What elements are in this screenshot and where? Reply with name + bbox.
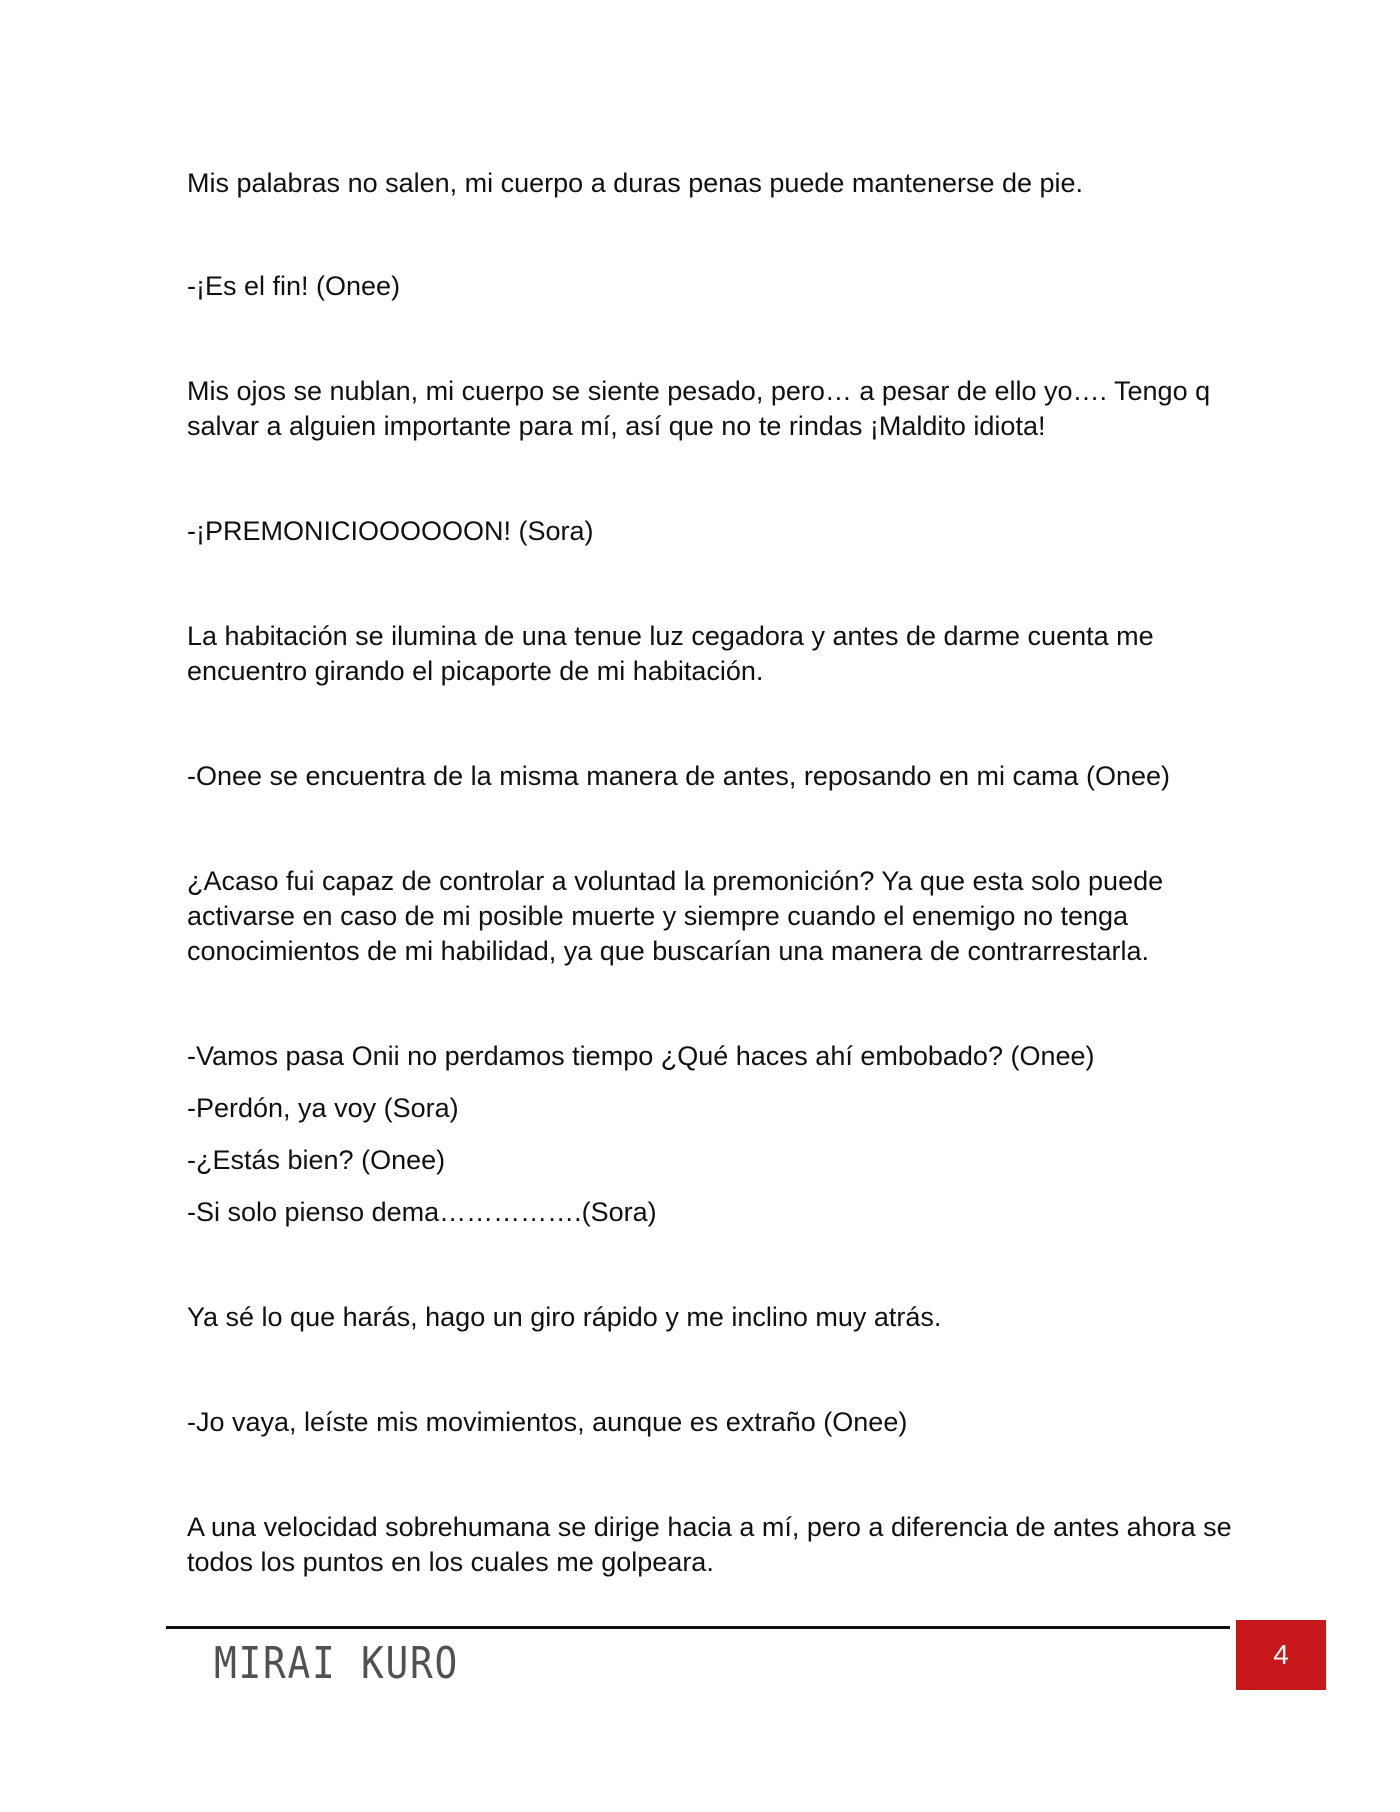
page-number-badge: 4 xyxy=(1236,1620,1326,1690)
paragraph: -Si solo pienso dema…………….(Sora) xyxy=(187,1197,657,1227)
paragraph: La habitación se ilumina de una tenue luz cegadora y antes de darme cuenta me encuentro girando el picaporte de mi habitación. xyxy=(187,621,1154,686)
paragraph: -¿Estás bien? (Onee) xyxy=(187,1145,446,1175)
paragraph: -Perdón, ya voy (Sora) xyxy=(187,1093,459,1123)
footer-divider xyxy=(166,1626,1230,1629)
paragraph: Mis ojos se nublan, mi cuerpo se siente pesado, pero… a pesar de ello yo…. Tengo q salvar a alguien importante para mí, así que no te rindas ¡Maldito idiota! xyxy=(187,376,1211,441)
paragraph: -Jo vaya, leíste mis movimientos, aunque es extraño (Onee) xyxy=(187,1407,908,1437)
paragraph: ¿Acaso fui capaz de controlar a voluntad la premonición? Ya que esta solo puede activarse en caso de mi posible muerte y siempre cuando el enemigo no tenga conocimientos de mi habilidad, ya que buscarían una manera de contrarrestarla. xyxy=(187,866,1164,966)
paragraph: A una velocidad sobrehumana se dirige hacia a mí, pero a diferencia de antes ahora se todos los puntos en los cuales me golpeara. xyxy=(187,1512,1232,1577)
paragraph: -Vamos pasa Onii no perdamos tiempo ¿Qué haces ahí embobado? (Onee) xyxy=(187,1041,1095,1071)
paragraph: -¡PREMONICIOOOOOON! (Sora) xyxy=(187,516,594,546)
paragraph: -¡Es el fin! (Onee) xyxy=(187,271,401,301)
paragraph: Mis palabras no salen, mi cuerpo a duras penas puede mantenerse de pie. xyxy=(187,168,1084,198)
paragraph: -Onee se encuentra de la misma manera de antes, reposando en mi cama (Onee) xyxy=(187,761,1171,791)
footer-logo: MIRAI KURO xyxy=(214,1638,460,1689)
paragraph: Ya sé lo que harás, hago un giro rápido y me inclino muy atrás. xyxy=(187,1302,942,1332)
page-body xyxy=(187,166,1267,1580)
